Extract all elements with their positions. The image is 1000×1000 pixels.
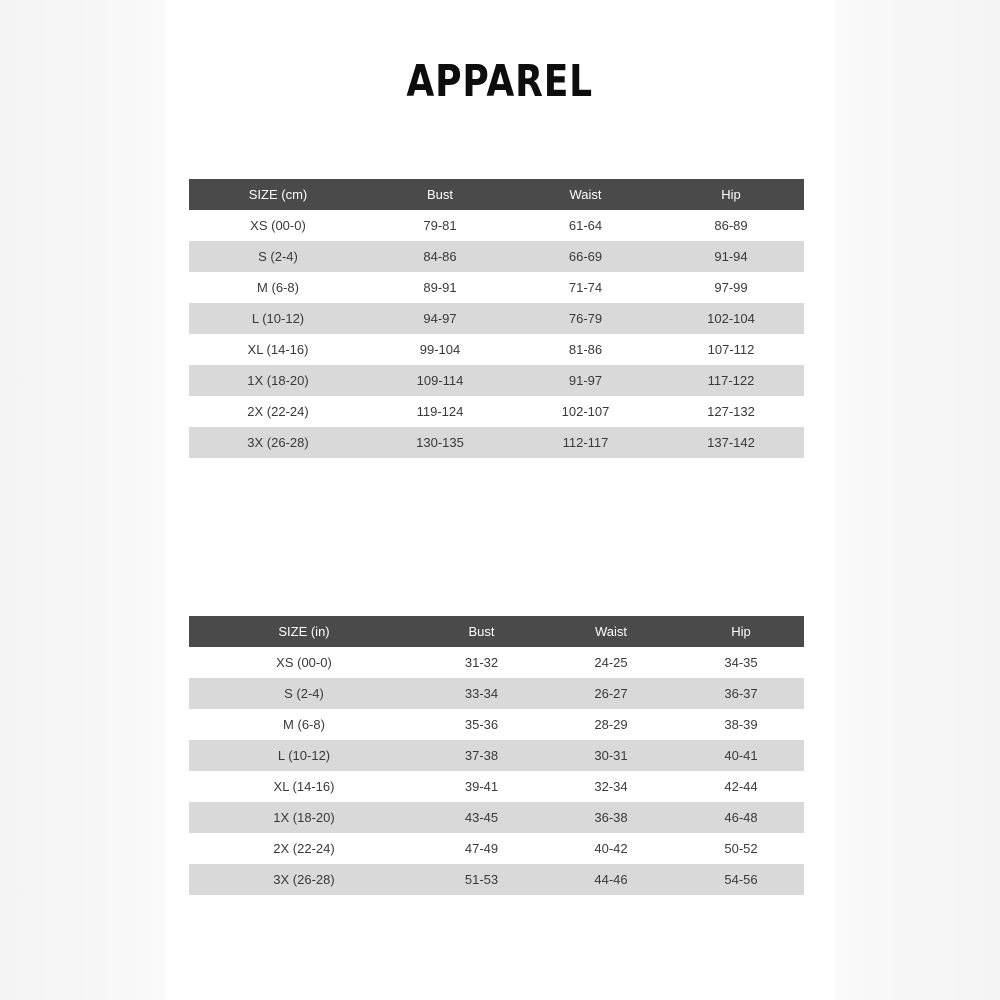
measurement-cell: 109-114 <box>367 365 513 396</box>
measurement-cell: 33-34 <box>419 678 544 709</box>
measurement-cell: 107-112 <box>658 334 804 365</box>
measurement-cell: 24-25 <box>544 647 678 678</box>
column-header: Bust <box>367 179 513 210</box>
size-cell: 2X (22-24) <box>189 396 367 427</box>
table-row <box>189 427 804 458</box>
measurement-cell: 30-31 <box>544 740 678 771</box>
size-cell: 1X (18-20) <box>189 365 367 396</box>
measurement-cell: 119-124 <box>367 396 513 427</box>
size-cell: XS (00-0) <box>189 647 419 678</box>
size-cell: XL (14-16) <box>189 334 367 365</box>
measurement-cell: 91-97 <box>513 365 658 396</box>
size-cell: L (10-12) <box>189 303 367 334</box>
measurement-cell: 130-135 <box>367 427 513 458</box>
table-row <box>189 709 804 740</box>
table-row <box>189 303 804 334</box>
measurement-cell: 102-107 <box>513 396 658 427</box>
measurement-cell: 81-86 <box>513 334 658 365</box>
measurement-cell: 31-32 <box>419 647 544 678</box>
measurement-cell: 91-94 <box>658 241 804 272</box>
size-table-in <box>189 616 804 895</box>
measurement-cell: 37-38 <box>419 740 544 771</box>
measurement-cell: 89-91 <box>367 272 513 303</box>
table-row <box>189 396 804 427</box>
table-header-row <box>189 616 804 647</box>
table-row <box>189 365 804 396</box>
measurement-cell: 32-34 <box>544 771 678 802</box>
table-row <box>189 802 804 833</box>
size-cell: S (2-4) <box>189 241 367 272</box>
measurement-cell: 35-36 <box>419 709 544 740</box>
measurement-cell: 38-39 <box>678 709 804 740</box>
measurement-cell: 127-132 <box>658 396 804 427</box>
measurement-cell: 66-69 <box>513 241 658 272</box>
table-row <box>189 334 804 365</box>
measurement-cell: 26-27 <box>544 678 678 709</box>
table-row <box>189 678 804 709</box>
table-row <box>189 833 804 864</box>
measurement-cell: 40-41 <box>678 740 804 771</box>
measurement-cell: 79-81 <box>367 210 513 241</box>
measurement-cell: 28-29 <box>544 709 678 740</box>
table-row <box>189 241 804 272</box>
column-header: Bust <box>419 616 544 647</box>
measurement-cell: 43-45 <box>419 802 544 833</box>
size-cell: 1X (18-20) <box>189 802 419 833</box>
table-row <box>189 771 804 802</box>
measurement-cell: 39-41 <box>419 771 544 802</box>
table-row <box>189 647 804 678</box>
table-row <box>189 210 804 241</box>
measurement-cell: 84-86 <box>367 241 513 272</box>
column-header: SIZE (cm) <box>189 179 367 210</box>
measurement-cell: 117-122 <box>658 365 804 396</box>
table-row <box>189 272 804 303</box>
measurement-cell: 46-48 <box>678 802 804 833</box>
measurement-cell: 36-38 <box>544 802 678 833</box>
measurement-cell: 86-89 <box>658 210 804 241</box>
measurement-cell: 99-104 <box>367 334 513 365</box>
column-header: SIZE (in) <box>189 616 419 647</box>
measurement-cell: 137-142 <box>658 427 804 458</box>
measurement-cell: 34-35 <box>678 647 804 678</box>
measurement-cell: 112-117 <box>513 427 658 458</box>
column-header: Hip <box>678 616 804 647</box>
measurement-cell: 50-52 <box>678 833 804 864</box>
column-header: Hip <box>658 179 804 210</box>
background-right-edge <box>834 0 1000 1000</box>
table-row <box>189 864 804 895</box>
background-left-edge <box>0 0 166 1000</box>
size-cell: M (6-8) <box>189 272 367 303</box>
measurement-cell: 61-64 <box>513 210 658 241</box>
measurement-cell: 40-42 <box>544 833 678 864</box>
size-cell: 2X (22-24) <box>189 833 419 864</box>
measurement-cell: 97-99 <box>658 272 804 303</box>
measurement-cell: 54-56 <box>678 864 804 895</box>
size-table-cm <box>189 179 804 458</box>
column-header: Waist <box>513 179 658 210</box>
page-title: APPAREL <box>406 56 593 107</box>
measurement-cell: 42-44 <box>678 771 804 802</box>
measurement-cell: 47-49 <box>419 833 544 864</box>
measurement-cell: 94-97 <box>367 303 513 334</box>
table-header-row <box>189 179 804 210</box>
measurement-cell: 76-79 <box>513 303 658 334</box>
measurement-cell: 71-74 <box>513 272 658 303</box>
measurement-cell: 51-53 <box>419 864 544 895</box>
size-cell: 3X (26-28) <box>189 427 367 458</box>
table-row <box>189 740 804 771</box>
size-cell: XS (00-0) <box>189 210 367 241</box>
measurement-cell: 44-46 <box>544 864 678 895</box>
column-header: Waist <box>544 616 678 647</box>
measurement-cell: 102-104 <box>658 303 804 334</box>
size-cell: S (2-4) <box>189 678 419 709</box>
size-cell: M (6-8) <box>189 709 419 740</box>
size-cell: L (10-12) <box>189 740 419 771</box>
size-cell: 3X (26-28) <box>189 864 419 895</box>
size-chart-sheet <box>166 0 835 1000</box>
size-cell: XL (14-16) <box>189 771 419 802</box>
measurement-cell: 36-37 <box>678 678 804 709</box>
